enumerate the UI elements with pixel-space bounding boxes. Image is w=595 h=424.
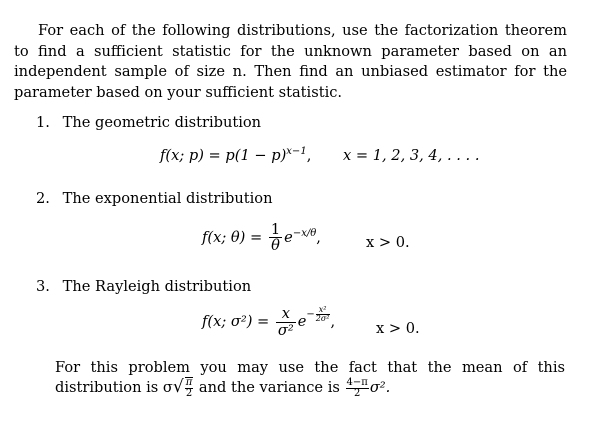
fraction-numerator: x: [276, 306, 296, 322]
intro-paragraph: For each of the following distributions, use the factorization theorem to find a sufficient statistic for the unknown parameter based on an independent sample of size n. Then find an unbiased estimator for the parameter based on your sufficient statistic.: [14, 22, 567, 101]
exp-fraction: [316, 306, 330, 323]
equation-lhs: f(x; σ²) =: [202, 313, 270, 330]
equation-comma: ,: [316, 228, 321, 246]
item-title: The Rayleigh distribution: [62, 278, 252, 295]
equation-comma: ,: [306, 147, 312, 164]
exp-base: e: [297, 313, 307, 330]
variance-denominator: 2: [353, 387, 361, 399]
item-number: 1.: [36, 114, 50, 131]
variance-numerator: 4−π: [346, 376, 368, 388]
sqrt-denominator: 2: [185, 388, 193, 399]
item-title: The exponential distribution: [62, 190, 273, 207]
equation-lhs: f(x; θ) =: [202, 228, 263, 246]
fraction: [276, 306, 296, 338]
rayleigh-note: [55, 359, 565, 399]
item-exponential: [36, 190, 272, 207]
fraction-denominator: θ: [271, 237, 280, 255]
exp-exponent: −x/θ: [292, 227, 317, 239]
equation-exponential: [202, 222, 321, 254]
exp-base: e: [284, 228, 293, 246]
exp-fraction-numerator: x²: [316, 306, 330, 315]
note-text-2: and the variance is: [194, 379, 345, 396]
exp-exponent: [306, 305, 330, 323]
equation-comma: ,: [330, 313, 336, 330]
domain-geometric: x = 1, 2, 3, 4, . . . .: [343, 147, 480, 164]
domain-rayleigh: x > 0.: [376, 320, 420, 337]
item-number: 2.: [36, 190, 50, 207]
equation-geometric: [160, 147, 311, 164]
variance-fraction: [346, 378, 369, 399]
note-text-1: For this problem you may use the fact that the mean of this distribution is σ: [55, 359, 565, 396]
fraction-denominator: σ²: [277, 321, 294, 339]
equation-rayleigh: [202, 306, 335, 338]
item-number: 3.: [36, 278, 50, 295]
item-rayleigh: [36, 278, 251, 295]
item-title: The geometric distribution: [62, 114, 262, 131]
fraction-numerator: 1: [270, 221, 281, 238]
domain-exponential: x > 0.: [366, 234, 410, 251]
sqrt-fraction: [185, 377, 194, 399]
note-text-3: σ².: [369, 379, 391, 396]
exp-fraction-denominator: 2σ²: [315, 314, 330, 323]
exp-sign: −: [306, 309, 315, 320]
fraction: [269, 222, 282, 254]
equation-exponent: x−1: [286, 146, 307, 157]
item-geometric: [36, 114, 261, 131]
sqrt-numerator: π: [185, 377, 193, 388]
sqrt-symbol: √: [172, 377, 184, 397]
equation-body: f(x; p) = p(1 − p): [160, 147, 287, 164]
sqrt-expression: [173, 377, 194, 399]
